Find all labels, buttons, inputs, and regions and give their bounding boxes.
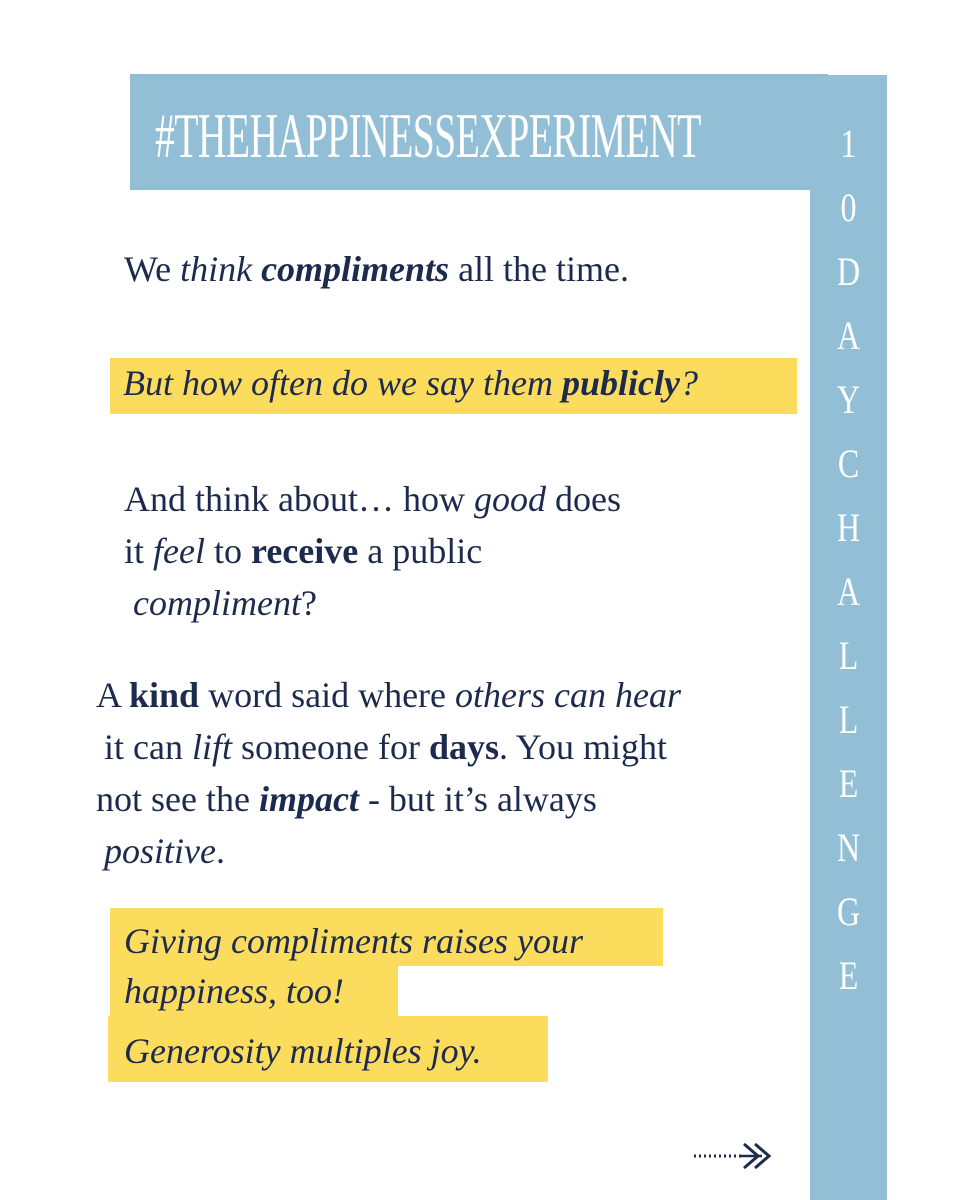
paragraph-line xyxy=(104,726,667,768)
side-letter: N xyxy=(836,825,861,870)
text: not see the xyxy=(96,779,259,819)
text: it can xyxy=(104,727,192,767)
paragraph-line xyxy=(96,778,597,820)
paragraph-line xyxy=(104,830,225,872)
text: - but it’s always xyxy=(358,779,597,819)
text xyxy=(252,249,261,289)
text: all the time. xyxy=(449,249,630,289)
text: We xyxy=(124,249,181,289)
text: to xyxy=(204,531,251,571)
side-challenge-label xyxy=(810,112,887,1008)
paragraph-line xyxy=(133,582,317,624)
text-bold: kind xyxy=(129,675,200,715)
highlight-line: Generosity multiples joy. xyxy=(124,1031,482,1071)
hashtag-title: #THEHAPPINESSEXPERIMENT xyxy=(155,100,701,171)
highlight-line: happiness, too! xyxy=(124,971,344,1011)
text: And think about… how xyxy=(124,479,474,519)
text-italic: good xyxy=(473,479,546,519)
side-letter: L xyxy=(838,633,859,678)
side-letter: L xyxy=(838,697,859,742)
side-letter: C xyxy=(837,441,860,486)
highlight-line: Giving compliments raises your xyxy=(124,921,583,961)
text-italic: lift xyxy=(191,727,232,767)
paragraph-line xyxy=(96,674,681,716)
paragraph-intro xyxy=(124,248,629,290)
text: a public xyxy=(358,531,483,571)
double-chevron-arrow-icon[interactable] xyxy=(692,1140,774,1172)
side-letter: G xyxy=(836,889,861,934)
text-italic: positive xyxy=(104,831,216,871)
text-bold: publicly xyxy=(561,363,680,403)
side-letter: E xyxy=(838,953,859,998)
paragraph-line xyxy=(124,478,621,520)
text: . xyxy=(215,831,225,871)
side-letter: A xyxy=(836,569,861,614)
text: word said where xyxy=(199,675,456,715)
text: it xyxy=(124,531,154,571)
text: ? xyxy=(679,363,698,403)
text-italic: others can hear xyxy=(455,675,681,715)
side-letter: 1 xyxy=(840,121,857,166)
text-italic: think xyxy=(180,249,253,289)
side-letter: 0 xyxy=(840,185,857,230)
highlight-question xyxy=(123,362,698,404)
text: someone for xyxy=(231,727,429,767)
side-letter: H xyxy=(836,505,861,550)
text-italic: feel xyxy=(153,531,205,571)
text-bold-italic: compliments xyxy=(261,249,450,289)
text: ? xyxy=(300,583,317,623)
text: But how often do we say them xyxy=(123,363,562,403)
side-letter: Y xyxy=(836,377,861,422)
text-italic: compliment xyxy=(133,583,301,623)
text-bold-italic: impact xyxy=(258,779,359,819)
text-bold: days xyxy=(428,727,499,767)
paragraph-line xyxy=(124,530,482,572)
side-letter: A xyxy=(836,313,861,358)
text: . You might xyxy=(498,727,668,767)
text-bold: receive xyxy=(251,531,359,571)
side-letter: D xyxy=(836,249,861,294)
text: A xyxy=(96,675,130,715)
side-letter: E xyxy=(838,761,859,806)
text: does xyxy=(545,479,621,519)
